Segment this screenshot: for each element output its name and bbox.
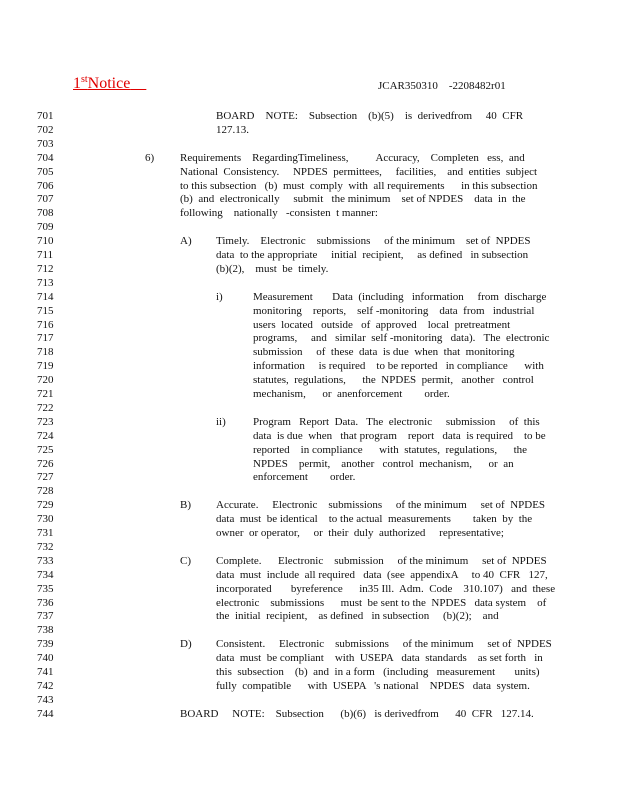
- line-text: Program Report Data. The electronic submission of this: [253, 415, 540, 428]
- line-text: statutes, regulations, the NPDES permit, another control: [253, 374, 534, 387]
- line-number: 713: [37, 276, 54, 289]
- line-number: 741: [37, 666, 54, 678]
- line-text: programs, and similar self -monitoring data). The electronic: [253, 332, 550, 345]
- item-label: B): [180, 499, 191, 512]
- line-number: 731: [37, 527, 54, 539]
- line-number: 702: [37, 123, 54, 136]
- line-number: 703: [37, 137, 54, 150]
- item-label: C): [180, 554, 191, 567]
- line-number: 730: [37, 513, 54, 526]
- notice-suffix: st: [81, 74, 88, 85]
- line-number: 744: [37, 707, 54, 720]
- line-number: 719: [37, 360, 54, 373]
- line-number: 714: [37, 290, 54, 303]
- line-text: BOARD NOTE: Subsection (b)(6) is derivedfrom 40 CFR 127.14.: [180, 707, 534, 720]
- line-text: owner or operator, or their duly authorized representative;: [216, 527, 504, 539]
- item-label: 6): [145, 151, 155, 164]
- line-number: 710: [37, 235, 54, 248]
- line-number: 721: [37, 388, 54, 400]
- line-text: Timely. Electronic submissions of the minimum set of NPDES: [216, 235, 531, 248]
- line-number: 701: [37, 110, 54, 122]
- line-text: incorporated byreference in35 Ill. Adm. Code 310.107) and these: [216, 582, 556, 595]
- item-label: D): [180, 638, 192, 651]
- notice-number: 1: [73, 75, 81, 92]
- line-text: data must be identical to the actual measurements taken by the: [216, 513, 533, 526]
- line-number: 722: [37, 401, 54, 414]
- line-text: mechanism, or anenforcement order.: [253, 388, 450, 400]
- line-number: 718: [37, 346, 54, 359]
- line-text: data must include all required data (see appendixA to 40 CFR 127,: [216, 568, 548, 581]
- line-number: 712: [37, 262, 54, 275]
- line-text: this subsection (b) and in a form (including measurement units): [216, 666, 540, 678]
- line-number: 726: [37, 457, 54, 470]
- document-reference: JCAR350310 -2208482r01: [378, 80, 506, 92]
- line-number: 707: [37, 193, 54, 206]
- line-number: 725: [37, 443, 54, 456]
- line-number: 738: [37, 624, 54, 637]
- line-number: 727: [37, 471, 54, 484]
- line-text: the initial recipient, as defined in subsection (b)(2); and: [216, 610, 499, 623]
- line-text: NPDES permit, another control mechanism, or an: [253, 457, 514, 470]
- line-text: BOARD NOTE: Subsection (b)(5) is derivedfrom 40 CFR: [216, 110, 524, 122]
- line-text: users located outside of approved local pretreatment: [253, 318, 511, 331]
- line-number: 724: [37, 429, 54, 442]
- line-number: 736: [37, 596, 54, 609]
- line-text: 127.13.: [216, 123, 249, 136]
- line-text: monitoring reports, self -monitoring data from industrial: [253, 304, 535, 317]
- line-text: data to the appropriate initial recipient, as defined in subsection: [216, 249, 529, 261]
- line-number: 705: [37, 165, 54, 178]
- line-text: Accurate. Electronic submissions of the minimum set of NPDES: [216, 499, 546, 512]
- line-text: (b) and electronically submit the minimum set of NPDES data in the: [180, 193, 526, 206]
- item-label: i): [216, 290, 223, 303]
- line-text: Complete. Electronic submission of the minimum set of NPDES: [216, 554, 547, 567]
- line-number: 704: [37, 151, 54, 164]
- line-number: 708: [37, 207, 54, 220]
- line-text: reported in compliance with statutes, regulations, the: [253, 443, 528, 456]
- line-text: Measurement Data (including information from discharge: [253, 290, 547, 303]
- line-number: 732: [37, 540, 54, 553]
- line-number: 720: [37, 374, 54, 387]
- line-text: electronic submissions must be sent to the NPDES data system of: [216, 596, 547, 609]
- line-text: Requirements RegardingTimeliness, Accuracy, Completen ess, and: [180, 151, 525, 164]
- line-text: to this subsection (b) must comply with all requirements in this subsection: [180, 179, 538, 192]
- line-text: Consistent. Electronic submissions of the minimum set of NPDES: [216, 638, 552, 651]
- line-text: information is required to be reported in compliance with: [253, 360, 544, 373]
- line-text: National Consistency. NPDES permittees, facilities, and entities subject: [180, 165, 538, 178]
- line-number: 740: [37, 652, 54, 665]
- line-text: (b)(2), must be timely.: [216, 262, 329, 275]
- line-number: 739: [37, 638, 54, 651]
- line-number: 706: [37, 179, 54, 192]
- item-label: ii): [216, 415, 226, 428]
- line-number: 729: [37, 499, 54, 512]
- line-number: 742: [37, 679, 54, 692]
- line-text: following nationally -consisten t manner:: [180, 207, 378, 220]
- notice-word: Notice: [87, 75, 131, 92]
- item-label: A): [180, 235, 192, 248]
- line-number: 733: [37, 554, 54, 567]
- line-number: 717: [37, 332, 54, 345]
- line-number: 711: [37, 249, 54, 261]
- line-number: 728: [37, 485, 54, 498]
- line-number: 709: [37, 221, 54, 234]
- line-text: data must be compliant with USEPA data standards as set forth in: [216, 652, 543, 665]
- notice-title: [73, 74, 146, 93]
- line-text: submission of these data is due when that monitoring: [253, 346, 515, 359]
- line-number: 734: [37, 568, 54, 581]
- line-number: 715: [37, 304, 54, 317]
- line-number: 723: [37, 415, 54, 428]
- line-number: 716: [37, 318, 54, 331]
- line-text: enforcement order.: [253, 471, 356, 484]
- line-number: 743: [37, 693, 54, 706]
- line-number: 737: [37, 610, 54, 623]
- line-number: 735: [37, 582, 54, 595]
- line-text: data is due when that program report data is required to be: [253, 429, 546, 442]
- line-text: fully compatible with USEPA 's national NPDES data system.: [216, 679, 530, 692]
